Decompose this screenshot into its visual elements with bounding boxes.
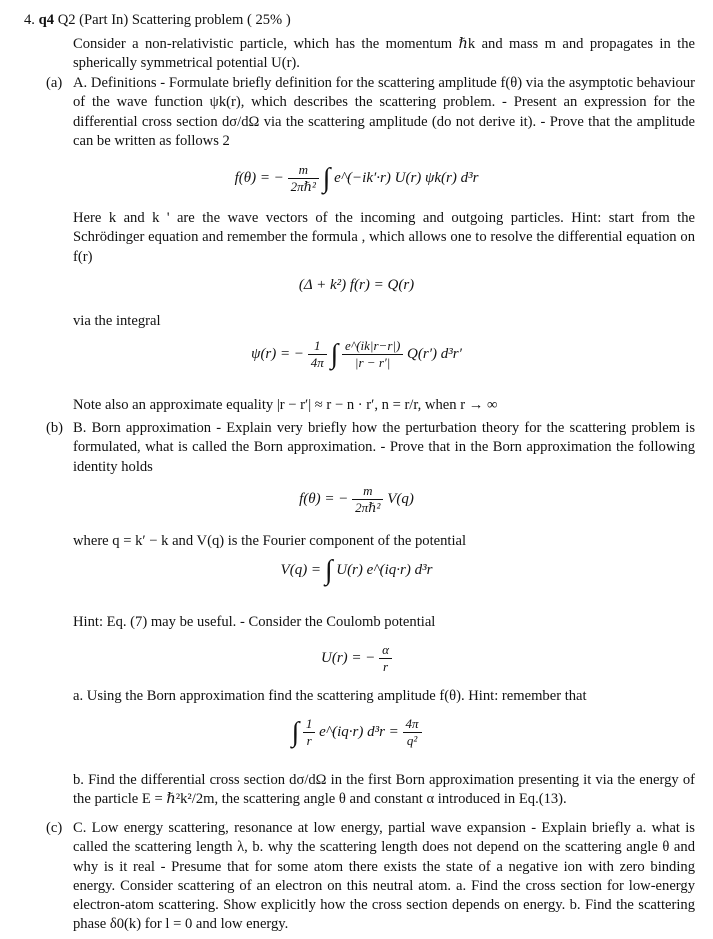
part-a-text-2: Here k and k ' are the wave vectors of the incoming and outgoing particles. Hint: start from the Schrödinger equation and remember the formula , which allows one to resolve the differential equation on f(r) xyxy=(73,210,695,265)
equation-amplitude: f(θ) = − $\frac{m}{\text{2πℏ²}}$ ∫ e^(−ik′·r) U(r) ψk(r) d³r xyxy=(234,162,479,194)
equation-green-integral: ψ(r) = − $\frac{1}{4\pi}$ ∫ $\frac{e\^{}(ik|r-r|)}{|r - r'|}$ Q(r′) d³r′ xyxy=(251,338,462,370)
approximation-note: Note also an approximate equality |r − r′| ≈ r − n · r′, n = r/r, when r → ∞ xyxy=(73,397,498,413)
question-title: Q2 (Part In) Scattering problem ( 25% ) xyxy=(57,12,291,28)
part-b-label: (b) xyxy=(46,420,64,436)
question-number: 4. xyxy=(24,12,35,28)
equation-fourier-coulomb: ∫ $\frac{1}{r}$ e^(iq·r) d³r = $\frac{4\pi}{\text{q²}}$ xyxy=(0,716,713,749)
fourier-where-text: where q = k′ − k and V(q) is the Fourier component of the potential xyxy=(73,533,467,549)
equation-coulomb: U(r) = − $\frac{\alpha}{r}$ xyxy=(0,642,713,675)
part-b-text: B. Born approximation - Explain very briefly how the perturbation theory for the scattering problem is formulated, what is called the Born approximation. - Prove that in the Born approximation the following identity holds xyxy=(73,420,695,475)
equation-fourier: V(q) = ∫ U(r) e^(iq·r) d³r xyxy=(280,555,433,586)
equation-born-amplitude: f(θ) = − $\frac{m}{\text{2πℏ²}}$ V(q) xyxy=(299,483,414,515)
sub-question-b: b. Find the differential cross section dσ/dΩ in the first Born approximation presenting it via the energy of the particle E = ℏ²k²/2m, the scattering angle θ and constant α introduced in Eq.(13). xyxy=(73,772,695,808)
part-a-label: (a) xyxy=(46,75,63,91)
question-intro: Consider a non-relativistic particle, which has the momentum ℏk and mass m and propagates in the spherically symmetrical potential U(r). xyxy=(73,36,695,72)
part-c-label: (c) xyxy=(46,820,63,836)
question-code: q4 xyxy=(38,12,55,28)
via-integral-text: via the integral xyxy=(73,313,161,329)
part-a-text: A. Definitions - Formulate briefly definition for the scattering amplitude f(θ) via the asymptotic behaviour of the wave function ψk(r), which describes the scattering problem. - Present an expression for the differential cross section dσ/dΩ via the scattering amplitude (do not derive it). - Prove that the amplitude can be written as follows 2 xyxy=(73,75,695,149)
question-header xyxy=(24,11,694,30)
sub-question-a: a. Using the Born approximation find the scattering amplitude f(θ). Hint: remember that xyxy=(73,688,587,704)
coulomb-hint: Hint: Eq. (7) may be useful. - Consider the Coulomb potential xyxy=(73,614,436,630)
equation-helmholtz: (Δ + k²) f(r) = Q(r) xyxy=(298,277,415,293)
part-c-text: C. Low energy scattering, resonance at low energy, partial wave expansion - Explain briefly a. what is called the scattering length λ, b. why the scattering length does not depend on the scattering angle θ and why is it real - Presume that for some atom there exists the state of a negative ion with zero binding energy. Consider scattering of an electron on this neutral atom. a. Find the cross section for low-energy electron-atom scattering. Show explicitly how the cross section depends on energy. b. Find the scattering phase δ0(k) for l = 0 and low energy. xyxy=(73,820,695,933)
